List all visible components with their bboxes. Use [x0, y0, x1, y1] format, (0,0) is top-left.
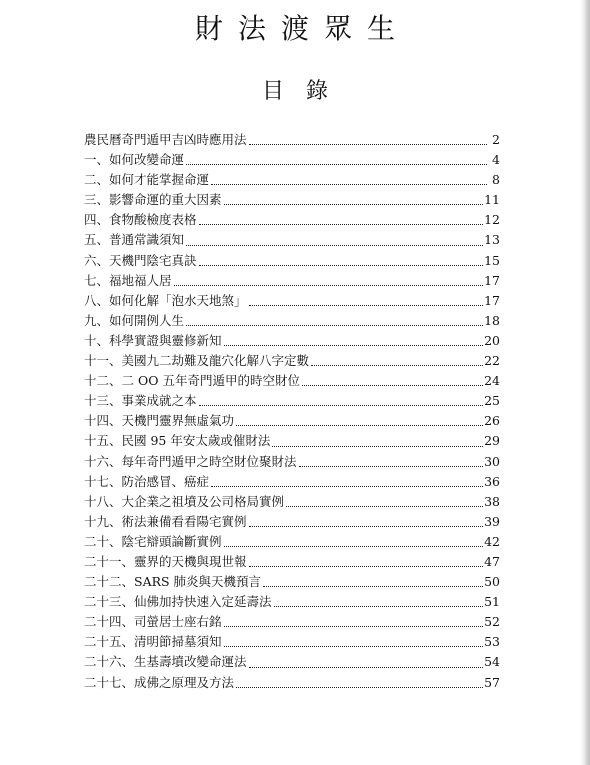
toc-entry-title: 二十三、仙佛加持快速入定延壽法 — [84, 594, 272, 610]
toc-entry-page-number: 20 — [484, 332, 500, 348]
toc-entry-title: 四、食物酸檢度表格 — [84, 212, 197, 228]
toc-dot-leader — [272, 432, 483, 447]
toc-dot-leader — [286, 492, 483, 507]
toc-entry-title: 十三、事業成就之本 — [84, 393, 197, 409]
toc-entry-page-number: 42 — [484, 533, 500, 549]
toc-entry-page-number: 24 — [484, 373, 500, 389]
toc-dot-leader — [186, 311, 483, 326]
toc-entry-title: 二十四、司螢居士座右銘 — [84, 614, 222, 630]
toc-entry-page-number: 17 — [484, 272, 500, 288]
toc-dot-leader — [311, 351, 483, 366]
toc-dot-leader — [249, 291, 484, 306]
toc-entry[interactable] — [84, 673, 500, 693]
toc-entry-title: 八、如何化解「泡水天地煞」 — [84, 292, 247, 308]
toc-entry-title: 二十七、成佛之原理及方法 — [84, 674, 235, 690]
toc-entry-title: 十八、大企業之祖墳及公司格局實例 — [84, 493, 285, 509]
toc-entry-title: 二、如何才能掌握命運 — [84, 172, 210, 188]
toc-entry-page-number: 13 — [484, 232, 500, 248]
toc-entry-page-number: 8 — [492, 172, 500, 188]
toc-dot-leader — [236, 673, 483, 688]
toc-entry[interactable] — [84, 532, 500, 552]
toc-entry[interactable] — [84, 311, 500, 331]
document-title: 財法渡眾生 — [194, 12, 410, 45]
toc-entry-page-number: 25 — [484, 393, 500, 409]
toc-dot-leader — [236, 411, 483, 426]
toc-entry-page-number: 47 — [484, 553, 500, 569]
toc-entry[interactable] — [84, 190, 500, 210]
toc-entry[interactable] — [84, 150, 500, 170]
toc-entry[interactable] — [84, 472, 500, 492]
toc-entry-title: 二十二、SARS 肺炎與天機預言 — [84, 574, 262, 590]
toc-entry-page-number: 29 — [484, 433, 500, 449]
toc-dot-leader — [249, 653, 484, 668]
toc-entry[interactable] — [84, 331, 500, 351]
toc-entry-page-number: 2 — [492, 132, 500, 147]
toc-entry-page-number: 51 — [484, 594, 500, 610]
toc-entry-title: 十二、二 OO 五年奇門遁甲的時空財位 — [84, 373, 300, 389]
toc-dot-leader — [224, 612, 484, 627]
toc-dot-leader — [249, 130, 487, 145]
toc-dot-leader — [224, 632, 484, 647]
toc-entry-page-number: 12 — [484, 212, 500, 228]
toc-entry-page-number: 52 — [484, 614, 500, 630]
toc-entry[interactable] — [84, 230, 500, 250]
toc-entry[interactable] — [84, 271, 500, 291]
toc-entry-page-number: 53 — [484, 634, 500, 650]
toc-dot-leader — [186, 231, 483, 246]
toc-entry-title: 二十、陰宅辯頭論斷實例 — [84, 533, 222, 549]
toc-entry-page-number: 38 — [484, 493, 500, 509]
toc-entry-page-number: 26 — [484, 413, 500, 429]
toc-entry-title: 二十六、生基壽墳改變命運法 — [84, 654, 247, 670]
toc-entry[interactable] — [84, 251, 500, 271]
toc-dot-leader — [211, 170, 487, 185]
toc-entry-page-number: 30 — [484, 453, 500, 469]
toc-entry[interactable] — [84, 210, 500, 230]
toc-entry[interactable] — [84, 431, 500, 451]
toc-entry-title: 七、福地福人居 — [84, 272, 172, 288]
toc-entry[interactable] — [84, 170, 500, 190]
toc-entry-title: 十六、每年奇門遁甲之時空財位聚財法 — [84, 453, 297, 469]
toc-entry-title: 三、影響命運的重大因素 — [84, 192, 222, 208]
toc-entry-title: 六、天機門陰宅真訣 — [84, 252, 197, 268]
toc-entry[interactable] — [84, 351, 500, 371]
toc-entry-page-number: 17 — [484, 292, 500, 308]
toc-dot-leader — [199, 251, 484, 266]
toc-entry[interactable] — [84, 452, 500, 472]
toc-entry-page-number: 57 — [484, 674, 500, 690]
toc-entry[interactable] — [84, 592, 500, 612]
toc-dot-leader — [302, 371, 483, 386]
toc-entry-title: 五、普通常識須知 — [84, 232, 185, 248]
toc-entry-page-number: 15 — [484, 252, 500, 268]
toc-entry[interactable] — [84, 492, 500, 512]
toc-dot-leader — [199, 391, 484, 406]
toc-dot-leader — [274, 592, 484, 607]
toc-entry-title: 二十一、靈界的天機與現世報 — [84, 553, 247, 569]
toc-dot-leader — [299, 452, 484, 467]
toc-entry-page-number: 4 — [492, 152, 500, 168]
toc-entry-page-number: 50 — [484, 574, 500, 590]
toc-entry-page-number: 11 — [484, 192, 500, 208]
toc-entry-title: 十九、術法兼備看看陽宅實例 — [84, 513, 247, 529]
toc-entry[interactable] — [84, 371, 500, 391]
table-of-contents — [84, 130, 500, 693]
toc-entry-title: 一、如何改變命運 — [84, 152, 185, 168]
toc-entry-title: 十一、美國九二劫難及龍穴化解八字定數 — [84, 353, 310, 369]
toc-entry-page-number: 18 — [484, 312, 500, 328]
toc-entry-page-number: 36 — [484, 473, 500, 489]
page-edge-shadow — [580, 0, 590, 765]
toc-entry-title: 十四、天機門靈界無虛氣功 — [84, 413, 235, 429]
toc-entry[interactable] — [84, 572, 500, 592]
toc-entry-title: 二十五、清明節掃墓須知 — [84, 634, 222, 650]
toc-entry-title: 十、科學實證與靈修新知 — [84, 332, 222, 348]
toc-entry[interactable] — [84, 612, 500, 632]
toc-entry[interactable] — [84, 652, 500, 672]
toc-entry[interactable] — [84, 291, 500, 311]
toc-dot-leader — [199, 210, 484, 225]
toc-entry[interactable] — [84, 632, 500, 652]
toc-entry-title: 十五、民國 95 年安太歲或催財法 — [84, 433, 271, 449]
toc-entry-page-number: 54 — [484, 654, 500, 670]
toc-entry[interactable] — [84, 512, 500, 532]
toc-entry-page-number: 22 — [484, 353, 500, 369]
toc-dot-leader — [224, 190, 484, 205]
toc-dot-leader — [263, 572, 483, 587]
toc-heading: 目錄 — [261, 79, 350, 104]
toc-entry-title: 九、如何開例人生 — [84, 312, 185, 328]
toc-entry[interactable] — [84, 552, 500, 572]
toc-dot-leader — [224, 331, 484, 346]
toc-entry[interactable] — [84, 411, 500, 431]
toc-entry-title: 十七、防治感冒、癌症 — [84, 473, 210, 489]
toc-dot-leader — [186, 150, 487, 165]
toc-entry-title: 農民曆奇門遁甲吉凶時應用法 — [84, 132, 247, 147]
toc-dot-leader — [249, 552, 484, 567]
toc-dot-leader — [249, 512, 484, 527]
toc-entry-page-number: 39 — [484, 513, 500, 529]
toc-dot-leader — [174, 271, 484, 286]
toc-entry[interactable] — [84, 391, 500, 411]
toc-entry[interactable] — [84, 130, 500, 150]
toc-dot-leader — [211, 472, 483, 487]
toc-dot-leader — [224, 532, 484, 547]
